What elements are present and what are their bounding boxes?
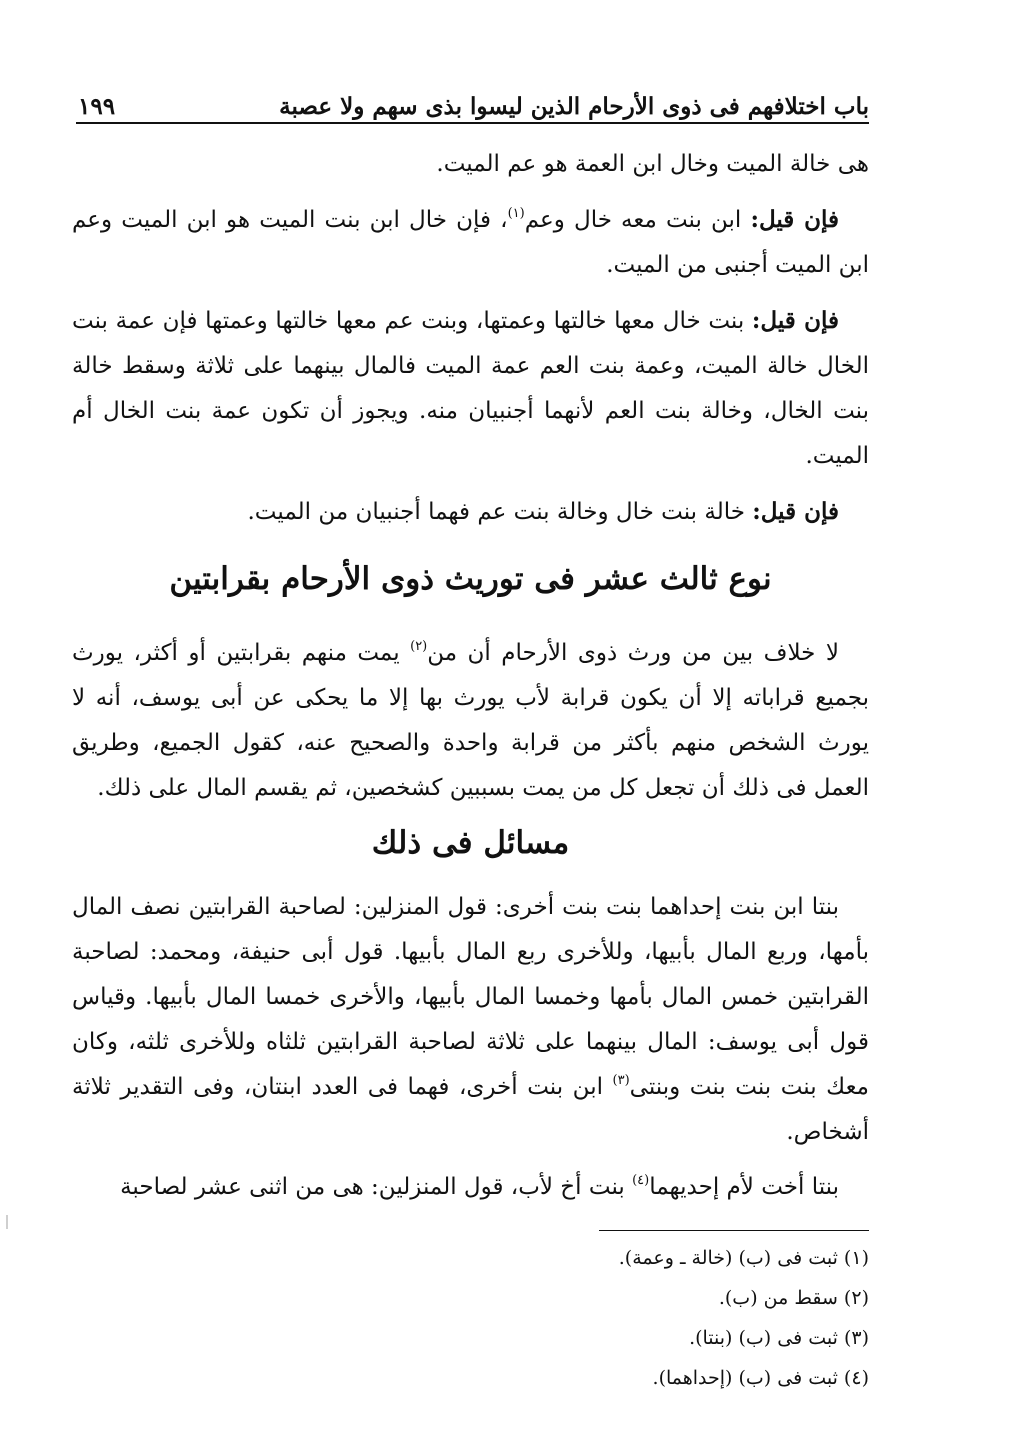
running-header <box>78 82 869 120</box>
paragraph <box>72 885 869 1155</box>
header-rule <box>76 122 869 124</box>
paragraph <box>72 142 869 187</box>
paragraph-text: بنت خال معها خالتها وعمتها، وبنت عم معها خالتها وعمتها فإن عمة بنت الخال خالة الميت، وعمة بنت العم عمة الميت فالمال بينهما على ثلاثة وسقط خالة بنت الخال، وخالة بنت العم لأنهما أجنبيان منه. ويجوز أن تكون عمة بنت الخال أم الميت. <box>72 308 869 469</box>
footnote-ref[interactable]: (٤) <box>632 1173 650 1188</box>
paragraph-text: ، فإن خال ابن بنت الميت هو ابن الميت وعم ابن الميت أجنبى من الميت. <box>72 207 869 278</box>
page-number: ١٩٩ <box>78 93 116 120</box>
paragraph <box>72 298 869 479</box>
running-title: باب اختلافهم فى ذوى الأرحام الذين ليسوا بذى سهم ولا عصبة <box>279 93 869 120</box>
section-heading: نوع ثالث عشر فى توريث ذوى الأرحام بقرابتين <box>169 561 772 597</box>
paragraph <box>72 631 869 811</box>
paragraph-text: ابن بنت معه خال وعم <box>524 207 742 233</box>
paragraph-text: بنتا أخت لأم إحديهما <box>649 1174 839 1200</box>
footnote-rule <box>599 1230 869 1231</box>
footnote-item: (٢) سقط من (ب). <box>718 1287 869 1309</box>
footnote-item: (٤) ثبت فى (ب) (إحداهما). <box>652 1367 869 1389</box>
paragraph-text: بنتا ابن بنت إحداهما بنت بنت أخرى: قول المنزلين: لصاحبة القرابتين نصف المال بأمها، وربع المال بأبيها، وللأخرى ربع المال بأبيها. قول أبى حنيفة، ومحمد: لصاحبة القرابتين خمس المال بأمها وخمسا المال بأبيها، والأخرى خمسا المال بأبيها. وقياس قول أبى يوسف: المال بينهما على ثلاثة لصاحبة القرابتين ثلثاه وللأخرى ثلثه، وكان معك بنت بنت بنت وبنتى <box>72 894 869 1100</box>
paragraph-text: هى خالة الميت وخال ابن العمة هو عم الميت. <box>436 151 869 177</box>
footnote-ref[interactable]: (٣) <box>612 1073 630 1088</box>
footnotes <box>369 1238 869 1398</box>
question-lead: فإن قيل: <box>751 307 840 334</box>
question-lead: فإن قيل: <box>750 206 840 233</box>
paragraph <box>72 489 869 535</box>
footnote-ref[interactable]: (٢) <box>410 639 428 654</box>
scan-artifact <box>6 1215 8 1229</box>
paragraph <box>72 1165 869 1210</box>
paragraph-text: لا خلاف بين من ورث ذوى الأرحام أن من <box>427 640 839 666</box>
paragraph-text: ابن بنت أخرى، فهما فى العدد ابنتان، وفى التقدير ثلاثة أشخاص. <box>72 1074 869 1145</box>
question-lead: فإن قيل: <box>752 498 839 525</box>
main-text <box>72 142 869 1220</box>
paragraph-text: يمت منهم بقرابتين أو أكثر، يورث بجميع قراباته إلا أن يكون قرابة لأب يورث بها إلا ما يحكى عن أبى يوسف، أنه لا يورث الشخص منهم بأكثر من قرابة واحدة والصحيح عنه، كقول الجميع، وطريق العمل فى ذلك أن تجعل كل من يمت بسببين كشخصين، ثم يقسم المال على ذلك. <box>72 640 869 801</box>
section-heading: مسائل فى ذلك <box>371 825 570 861</box>
paragraph-text: بنت أخ لأب، قول المنزلين: هى من اثنى عشر لصاحبة <box>120 1174 633 1200</box>
paragraph <box>72 197 869 288</box>
footnote-item: (١) ثبت فى (ب) (خالة ـ وعمة). <box>618 1247 869 1269</box>
footnote-item: (٣) ثبت فى (ب) (بنتا). <box>689 1327 869 1349</box>
footnote-ref[interactable]: (١) <box>507 206 525 221</box>
paragraph-text: خالة بنت خال وخالة بنت عم فهما أجنبيان من الميت. <box>247 499 745 525</box>
